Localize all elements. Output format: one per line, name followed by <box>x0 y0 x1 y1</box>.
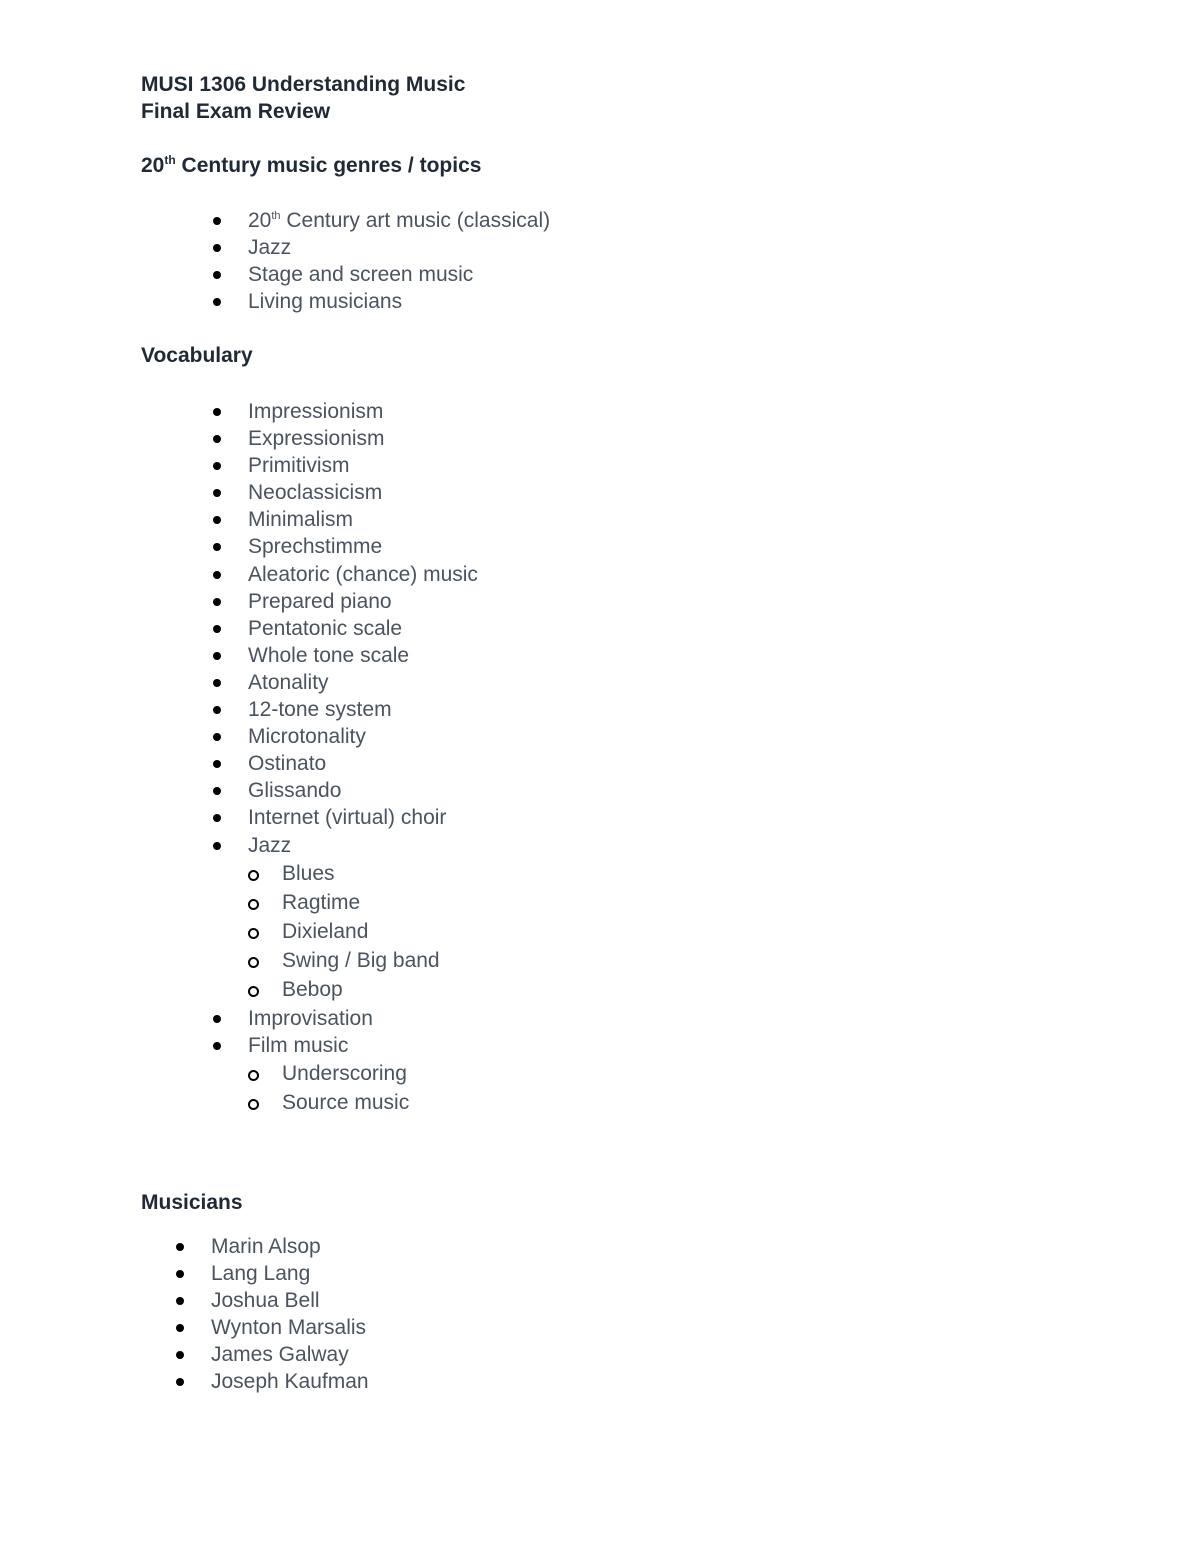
list-item <box>248 777 478 804</box>
sub-list-item <box>248 1088 478 1117</box>
course-title: MUSI 1306 Understanding Music <box>141 73 466 96</box>
sub-list-item-label: Source music <box>282 1090 410 1114</box>
bullet-icon <box>213 706 221 714</box>
musicians-heading: Musicians <box>141 1191 243 1214</box>
bullet-icon <box>213 787 221 795</box>
bullet-icon <box>213 814 221 822</box>
musicians-list <box>211 1233 369 1396</box>
list-item <box>248 561 478 588</box>
list-item-label: Joshua Bell <box>211 1289 320 1313</box>
list-item-label: Improvisation <box>248 1006 373 1030</box>
list-item-label: Neoclassicism <box>248 481 383 505</box>
vocabulary-list <box>248 398 478 1117</box>
list-item <box>248 234 473 261</box>
list-item-label: Film music <box>248 1033 349 1057</box>
list-item <box>248 533 478 560</box>
bullet-icon <box>176 1378 184 1386</box>
genres-heading <box>141 152 481 179</box>
list-item-label: Living musicians <box>248 290 403 314</box>
list-item-label: Joseph Kaufman <box>211 1370 369 1394</box>
sub-list-item <box>248 888 478 917</box>
bullet-icon <box>176 1297 184 1305</box>
list-item-label: Aleatoric (chance) music <box>248 562 478 586</box>
list-item <box>248 207 550 234</box>
list-item-label: Minimalism <box>248 508 353 532</box>
list-item <box>211 1260 369 1287</box>
bullet-icon <box>213 598 221 606</box>
bullet-icon <box>213 571 221 579</box>
list-item <box>248 425 478 452</box>
bullet-icon <box>213 489 221 497</box>
bullet-icon <box>213 543 221 551</box>
hollow-bullet-icon <box>248 899 259 910</box>
sub-list-item <box>248 859 478 888</box>
list-item <box>248 452 478 479</box>
list-item-label: Atonality <box>248 670 329 694</box>
list-item-label: Internet (virtual) choir <box>248 806 447 830</box>
list-item <box>248 750 478 777</box>
bullet-icon <box>213 244 221 252</box>
bullet-icon <box>213 760 221 768</box>
list-item <box>211 1368 369 1395</box>
genres-heading-ordinal: th <box>164 153 176 167</box>
vocabulary-heading: Vocabulary <box>141 344 253 367</box>
list-item <box>248 669 478 696</box>
list-item-label: Stage and screen music <box>248 263 474 287</box>
bullet-icon <box>213 842 221 850</box>
list-item-label <box>248 209 550 232</box>
bullet-icon <box>176 1324 184 1332</box>
sub-list-item-label: Blues <box>282 861 335 885</box>
list-item-label: Jazz <box>248 833 292 857</box>
hollow-bullet-icon <box>248 957 259 968</box>
list-item <box>248 588 478 615</box>
first-genre-number: 20 <box>248 209 272 232</box>
list-item <box>248 615 478 642</box>
genres-list <box>248 207 550 234</box>
sub-list-item-label: Ragtime <box>282 890 361 914</box>
bullet-icon <box>213 516 221 524</box>
sub-list-item-label: Underscoring <box>282 1061 407 1085</box>
list-item <box>248 804 478 831</box>
sub-list-item <box>248 1059 478 1088</box>
bullet-icon <box>213 652 221 660</box>
bullet-icon <box>213 625 221 633</box>
bullet-icon <box>213 462 221 470</box>
document-title: Final Exam Review <box>141 100 331 123</box>
list-item <box>211 1314 369 1341</box>
bullet-icon <box>176 1270 184 1278</box>
genres-list-rest <box>248 234 473 315</box>
list-item <box>248 288 473 315</box>
list-item <box>211 1341 369 1368</box>
list-item <box>248 642 478 669</box>
list-item <box>248 723 478 750</box>
sub-list <box>248 1059 478 1117</box>
genres-heading-text: Century music genres / topics <box>175 154 482 177</box>
list-item-label: Pentatonic scale <box>248 616 403 640</box>
hollow-bullet-icon <box>248 1070 259 1081</box>
list-item-label: Impressionism <box>248 400 384 423</box>
sub-list-item-label: Bebop <box>282 978 343 1002</box>
bullet-icon <box>213 1042 221 1050</box>
list-item <box>248 1005 478 1032</box>
list-item <box>248 506 478 533</box>
list-item-label: Primitivism <box>248 454 350 478</box>
list-item <box>248 696 478 723</box>
sub-list-item <box>248 917 478 946</box>
list-item-label: Sprechstimme <box>248 535 383 559</box>
list-item <box>248 832 478 859</box>
bullet-icon <box>213 298 221 306</box>
bullet-icon <box>213 271 221 279</box>
list-item-label: Expressionism <box>248 427 385 451</box>
list-item <box>248 261 473 288</box>
bullet-icon <box>213 408 221 416</box>
genres-heading-number: 20 <box>141 154 165 177</box>
list-item-label: Glissando <box>248 779 342 803</box>
bullet-icon <box>176 1243 184 1251</box>
list-item-label: Marin Alsop <box>211 1235 321 1258</box>
bullet-icon <box>213 733 221 741</box>
list-item-label: 12-tone system <box>248 698 392 722</box>
sub-list <box>248 859 478 1005</box>
sub-list-item <box>248 975 478 1004</box>
hollow-bullet-icon <box>248 928 259 939</box>
hollow-bullet-icon <box>248 870 259 881</box>
sub-list-item-label: Swing / Big band <box>282 949 440 973</box>
first-genre-ordinal: th <box>271 210 281 222</box>
list-item-label: Lang Lang <box>211 1262 311 1286</box>
list-item <box>211 1233 369 1260</box>
list-item-label: Prepared piano <box>248 589 392 613</box>
list-item-label: Whole tone scale <box>248 643 410 667</box>
list-item-label: Microtonality <box>248 725 366 749</box>
sub-list-item <box>248 946 478 975</box>
hollow-bullet-icon <box>248 986 259 997</box>
bullet-icon <box>176 1351 184 1359</box>
list-item <box>248 1032 478 1059</box>
first-genre-text: Century art music (classical) <box>280 209 551 232</box>
list-item-label: Ostinato <box>248 752 327 776</box>
bullet-icon <box>213 217 221 225</box>
list-item-label: James Galway <box>211 1343 349 1367</box>
bullet-icon <box>213 679 221 687</box>
list-item-label: Jazz <box>248 236 292 260</box>
list-item <box>248 479 478 506</box>
list-item <box>248 398 478 425</box>
bullet-icon <box>213 1015 221 1023</box>
list-item-label: Wynton Marsalis <box>211 1316 367 1340</box>
hollow-bullet-icon <box>248 1099 259 1110</box>
sub-list-item-label: Dixieland <box>282 919 369 943</box>
bullet-icon <box>213 435 221 443</box>
list-item <box>211 1287 369 1314</box>
